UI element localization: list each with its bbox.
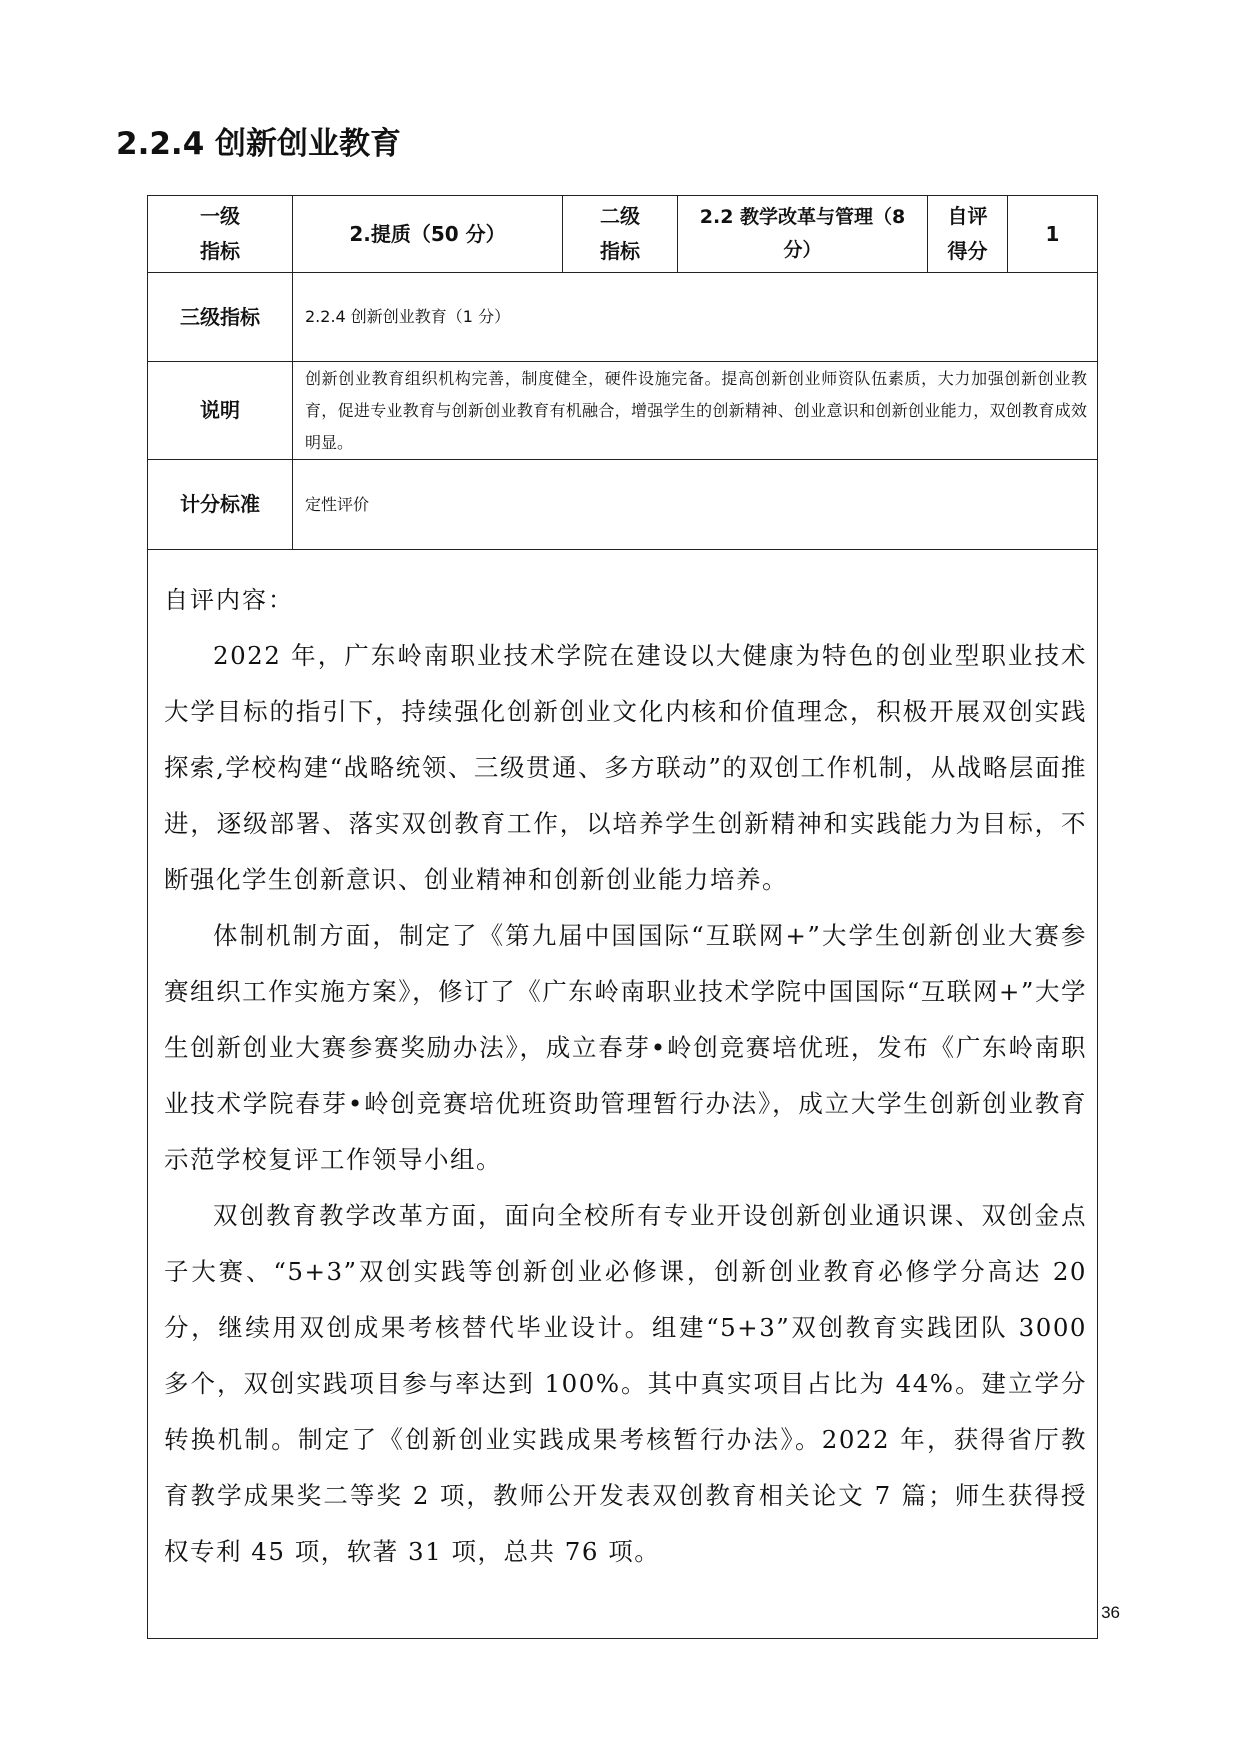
scoring-label: 计分标准 [148, 460, 293, 550]
self-eval-content [148, 550, 1098, 1639]
content-paragraph: 2022 年，广东岭南职业技术学院在建设以大健康为特色的创业型职业技术大学目标的指引下，持续强化创新创业文化内核和价值理念，积极开展双创实践探索,学校构建“战略统领、三级贯通、多方联动”的双创工作机制，从战略层面推进，逐级部署、落实双创教育工作，以培养学生创新精神和实践能力为目标，不断强化学生创新意识、创业精神和创新创业能力培养。 [164, 641, 1087, 894]
level2-label-line2: 指标 [600, 239, 640, 263]
table-row-content [148, 550, 1098, 1639]
section-title: 2.2.4 创新创业教育 [116, 126, 402, 162]
level1-value: 2.提质（50 分） [293, 196, 563, 273]
level2-value-line1: 2.2 教学改革与管理（8 [699, 206, 906, 228]
self-score-value: 1 [1008, 196, 1098, 273]
table-row-scoring [148, 460, 1098, 550]
table-row-level1 [148, 196, 1098, 273]
level1-label-cell [148, 196, 293, 273]
scoring-value: 定性评价 [293, 460, 1098, 550]
content-paragraph: 双创教育教学改革方面，面向全校所有专业开设创新创业通识课、双创金点子大赛、“5+3”双创实践等创新创业必修课，创新创业教育必修学分高达 20 分，继续用双创成果考核替代毕业设计。组建“5+3”双创教育实践团队 3000 多个，双创实践项目参与率达到 100%。其中真实项目占比为 44%。建立学分转换机制。制定了《创新创业实践成果考核暂行办法》。2022 年，获得省厅教育教学成果奖二等奖 2 项，教师公开发表双创教育相关论文 7 篇；师生获得授权专利 45 项，软著 31 项，总共 76 项。 [164, 1201, 1087, 1566]
table-row-level3 [148, 273, 1098, 362]
content-paragraph: 体制机制方面，制定了《第九届中国国际“互联网+”大学生创新创业大赛参赛组织工作实施方案》，修订了《广东岭南职业技术学院中国国际“互联网+”大学生创新创业大赛参赛奖励办法》，成立春芽•岭创竞赛培优班，发布《广东岭南职业技术学院春芽•岭创竞赛培优班资助管理暂行办法》，成立大学生创新创业教育示范学校复评工作领导小组。 [164, 921, 1087, 1174]
explain-label: 说明 [148, 362, 293, 460]
self-score-label-cell [928, 196, 1008, 273]
level3-value: 2.2.4 创新创业教育（1 分） [293, 273, 1098, 362]
level3-label: 三级指标 [148, 273, 293, 362]
level1-label-line1: 一级 [200, 204, 240, 228]
level2-label-cell [563, 196, 678, 273]
level1-label-line2: 指标 [200, 239, 240, 263]
explain-value: 创新创业教育组织机构完善，制度健全，硬件设施完备。提高创新创业师资队伍素质，大力加强创新创业教育，促进专业教育与创新创业教育有机融合，增强学生的创新精神、创业意识和创新创业能力，双创教育成效明显。 [293, 362, 1098, 460]
self-score-label-line2: 得分 [947, 239, 988, 263]
level2-label-line1: 二级 [600, 204, 640, 228]
table-row-explain [148, 362, 1098, 460]
level2-value-cell [678, 196, 928, 273]
self-score-label-line1: 自评 [947, 204, 988, 228]
level2-value-line2: 分） [783, 239, 822, 261]
page-number: 36 [1101, 1603, 1120, 1622]
self-eval-heading: 自评内容： [164, 586, 294, 614]
evaluation-table [147, 195, 1098, 1639]
